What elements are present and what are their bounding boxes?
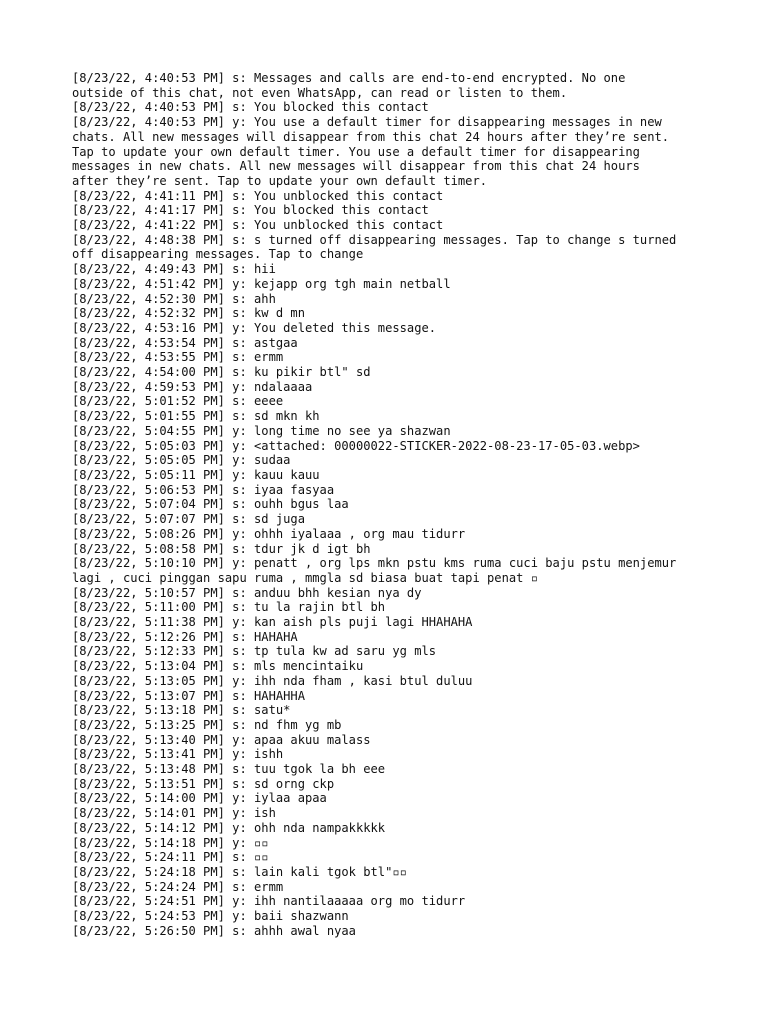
chat-line: [8/23/22, 4:40:53 PM] s: You blocked this contact (72, 100, 429, 115)
chat-line: [8/23/22, 5:13:48 PM] s: tuu tgok la bh eee (72, 762, 386, 777)
chat-line: [8/23/22, 4:41:17 PM] s: You blocked this contact (72, 203, 429, 218)
chat-line: [8/23/22, 5:14:00 PM] y: iylaa apaa (72, 791, 327, 806)
chat-line: [8/23/22, 4:40:53 PM] s: Messages and calls are end-to-end encrypted. No one (72, 71, 626, 85)
chat-line: [8/23/22, 4:52:32 PM] s: kw d mn (72, 306, 305, 321)
chat-line: off disappearing messages. Tap to change (72, 247, 364, 262)
chat-line: [8/23/22, 5:13:18 PM] s: satu* (72, 703, 291, 718)
chat-line: [8/23/22, 5:24:11 PM] s: ▫▫ (72, 850, 269, 865)
chat-line: [8/23/22, 5:13:07 PM] s: HAHAHHA (72, 688, 305, 703)
chat-line: messages in new chats. All new messages will disappear from this chat 24 hours (72, 159, 640, 174)
chat-line: [8/23/22, 4:49:43 PM] s: hii (72, 262, 276, 277)
chat-line: [8/23/22, 5:08:26 PM] y: ohhh iyalaaa , org mau tidurr (72, 526, 466, 541)
chat-line: [8/23/22, 4:53:55 PM] s: ermm (72, 350, 284, 365)
chat-line: after they’re sent. Tap to update your own default timer. (72, 173, 488, 188)
chat-line: outside of this chat, not even WhatsApp, can read or listen to them. (72, 85, 568, 100)
chat-line: [8/23/22, 5:24:51 PM] y: ihh nantilaaaaa org mo tidurr (72, 894, 466, 909)
chat-line: [8/23/22, 4:53:16 PM] y: You deleted this message. (72, 320, 437, 335)
chat-line: [8/23/22, 5:04:55 PM] y: long time no see ya shazwan (72, 423, 451, 438)
chat-line: [8/23/22, 5:12:26 PM] s: HAHAHA (72, 629, 298, 644)
chat-line: [8/23/22, 5:11:00 PM] s: tu la rajin btl bh (72, 600, 386, 615)
chat-line: [8/23/22, 5:13:25 PM] s: nd fhm yg mb (72, 717, 342, 732)
chat-line: [8/23/22, 5:05:05 PM] y: sudaa (72, 453, 291, 468)
chat-line: [8/23/22, 5:12:33 PM] s: tp tula kw ad saru yg mls (72, 644, 437, 659)
chat-line: [8/23/22, 4:52:30 PM] s: ahh (72, 291, 276, 306)
chat-line: [8/23/22, 5:13:51 PM] s: sd orng ckp (72, 776, 335, 791)
chat-line: [8/23/22, 5:14:12 PM] y: ohh nda nampakkkkk (72, 820, 386, 835)
chat-line: lagi , cuci pinggan sapu ruma , mmgla sd biasa buat tapi penat ▫ (72, 570, 538, 585)
chat-line: [8/23/22, 5:13:05 PM] y: ihh nda fham , kasi btul duluu (72, 673, 473, 688)
chat-line: [8/23/22, 4:41:22 PM] s: You unblocked this contact (72, 218, 444, 233)
chat-line: [8/23/22, 5:13:04 PM] s: mls mencintaiku (72, 659, 364, 674)
chat-line: [8/23/22, 4:59:53 PM] y: ndalaaaa (72, 379, 313, 394)
chat-line: [8/23/22, 5:06:53 PM] s: iyaa fasyaa (72, 482, 335, 497)
chat-line: [8/23/22, 5:10:10 PM] y: penatt , org lps mkn pstu kms ruma cuci baju pstu menjemur (72, 556, 677, 571)
chat-line: [8/23/22, 5:13:40 PM] y: apaa akuu malass (72, 732, 371, 747)
chat-line: [8/23/22, 4:54:00 PM] s: ku pikir btl" sd (72, 365, 371, 380)
chat-line: [8/23/22, 4:41:11 PM] s: You unblocked this contact (72, 188, 444, 203)
chat-line: [8/23/22, 5:14:18 PM] y: ▫▫ (72, 835, 269, 850)
chat-line: [8/23/22, 5:11:38 PM] y: kan aish pls puji lagi HHAHAHA (72, 615, 473, 630)
chat-line: [8/23/22, 5:24:53 PM] y: baii shazwann (72, 909, 349, 924)
chat-line: [8/23/22, 5:24:24 PM] s: ermm (72, 879, 284, 894)
chat-line: [8/23/22, 5:14:01 PM] y: ish (72, 806, 276, 821)
chat-line: chats. All new messages will disappear from this chat 24 hours after they’re sent. (72, 129, 670, 144)
chat-line: [8/23/22, 4:53:54 PM] s: astgaa (72, 335, 298, 350)
chat-line: [8/23/22, 4:40:53 PM] y: You use a default timer for disappearing messages in new (72, 115, 662, 130)
chat-line: [8/23/22, 5:05:11 PM] y: kauu kauu (72, 467, 320, 482)
chat-line: [8/23/22, 5:24:18 PM] s: lain kali tgok btl"▫▫ (72, 864, 407, 879)
chat-line: [8/23/22, 4:51:42 PM] y: kejapp org tgh main netball (72, 276, 451, 291)
chat-line: [8/23/22, 5:05:03 PM] y: <attached: 00000022-STICKER-2022-08-23-17-05-03.webp> (72, 438, 640, 453)
chat-line: [8/23/22, 5:01:55 PM] s: sd mkn kh (72, 409, 320, 424)
chat-line: Tap to update your own default timer. You use a default timer for disappearing (72, 144, 640, 159)
chat-line: [8/23/22, 5:08:58 PM] s: tdur jk d igt bh (72, 541, 371, 556)
chat-line: [8/23/22, 5:07:07 PM] s: sd juga (72, 512, 305, 527)
chat-line: [8/23/22, 5:10:57 PM] s: anduu bhh kesian nya dy (72, 585, 422, 600)
chat-line: [8/23/22, 4:48:38 PM] s: s turned off disappearing messages. Tap to change s turned (72, 232, 677, 247)
chat-line: [8/23/22, 5:26:50 PM] s: ahhh awal nyaa (72, 923, 356, 938)
chat-line: [8/23/22, 5:07:04 PM] s: ouhh bgus laa (72, 497, 349, 512)
chat-line: [8/23/22, 5:01:52 PM] s: eeee (72, 394, 284, 409)
chat-log-document (72, 71, 702, 938)
chat-line: [8/23/22, 5:13:41 PM] y: ishh (72, 747, 284, 762)
